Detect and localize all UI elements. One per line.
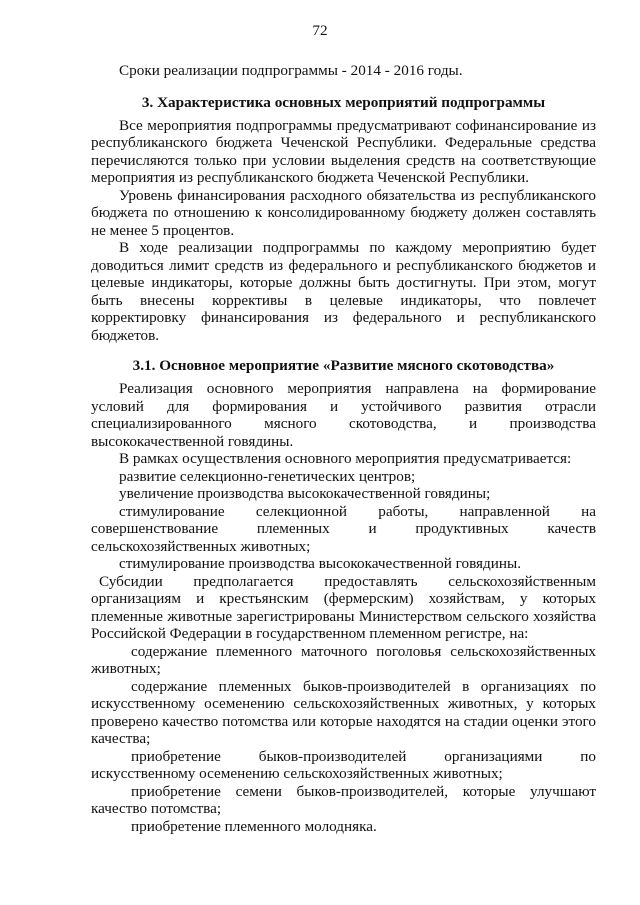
subsidy-item: приобретение племенного молодняка.: [131, 817, 377, 835]
subsidy-item: приобретение быков-производителей организациями по искусственному осеменению сельскохозяйственных животных;: [91, 747, 596, 782]
page-content: [91, 62, 596, 835]
list-item: стимулирование селекционной работы, направленной на совершенствование племенных и продуктивных качеств сельскохозяйственных животных;: [91, 502, 596, 555]
section-3-1-paragraph-1: Реализация основного мероприятия направлена на формирование условий для формирования и устойчивого развития отрасли специализированного мясного скотоводства, и производства высококачественной говядины.: [91, 380, 596, 450]
subsidy-item: приобретение семени быков-производителей, которые улучшают качество потомства;: [91, 782, 596, 817]
subsidy-item: содержание племенных быков-производителей в организациях по искусственному осеменению сельскохозяйственных животных, у которых проверено качество потомства или которые находятся на стадии оценки этого качества;: [91, 677, 596, 747]
intro-paragraph: Сроки реализации подпрограммы - 2014 - 2016 годы.: [119, 62, 463, 79]
subsidy-item: содержание племенного маточного поголовья сельскохозяйственных животных;: [91, 642, 596, 677]
section-3-paragraph-2: Уровень финансирования расходного обязательства из республиканского бюджета по отношению к консолидированному бюджету должен составлять не менее 5 процентов.: [91, 186, 596, 239]
section-3-1-paragraph-3: Субсидии предполагается предоставлять сельскохозяйственным организациям и крестьянским (фермерским) хозяйствам, у которых племенные животные зарегистрированы Министерством сельского хозяйства Российской Федерации в государственном племенном регистре, на:: [91, 572, 596, 642]
section-3-paragraph-3: В ходе реализации подпрограммы по каждому мероприятию будет доводиться лимит средств из федерального и республиканского бюджетов и целевые индикаторы, которые должны быть достигнуты. При этом, могут быть внесены коррективы в целевые индикаторы, что повлечет корректировку финансирования из федерального и республиканского бюджетов.: [91, 239, 596, 344]
section-3-heading: 3. Характеристика основных мероприятий подпрограммы: [141, 93, 546, 111]
list-item: развитие селекционно-генетических центров;: [119, 467, 416, 485]
section-3-1-paragraph-2: В рамках осуществления основного мероприятия предусматривается:: [119, 450, 572, 467]
section-3-paragraph-1: Все мероприятия подпрограммы предусматривают софинансирование из республиканского бюджета Чеченской Республики. Федеральные средства перечисляются только при условии выделения средств на соответствующие мероприятия из республиканского бюджета Чеченской Республики.: [91, 116, 596, 186]
page-number: 72: [312, 22, 328, 39]
section-3-1-heading: 3.1. Основное мероприятие «Развитие мясного скотоводства»: [132, 357, 555, 374]
list-item: увеличение производства высококачественной говядины;: [119, 485, 491, 502]
list-item: стимулирование производства высококачественной говядины.: [119, 555, 522, 572]
